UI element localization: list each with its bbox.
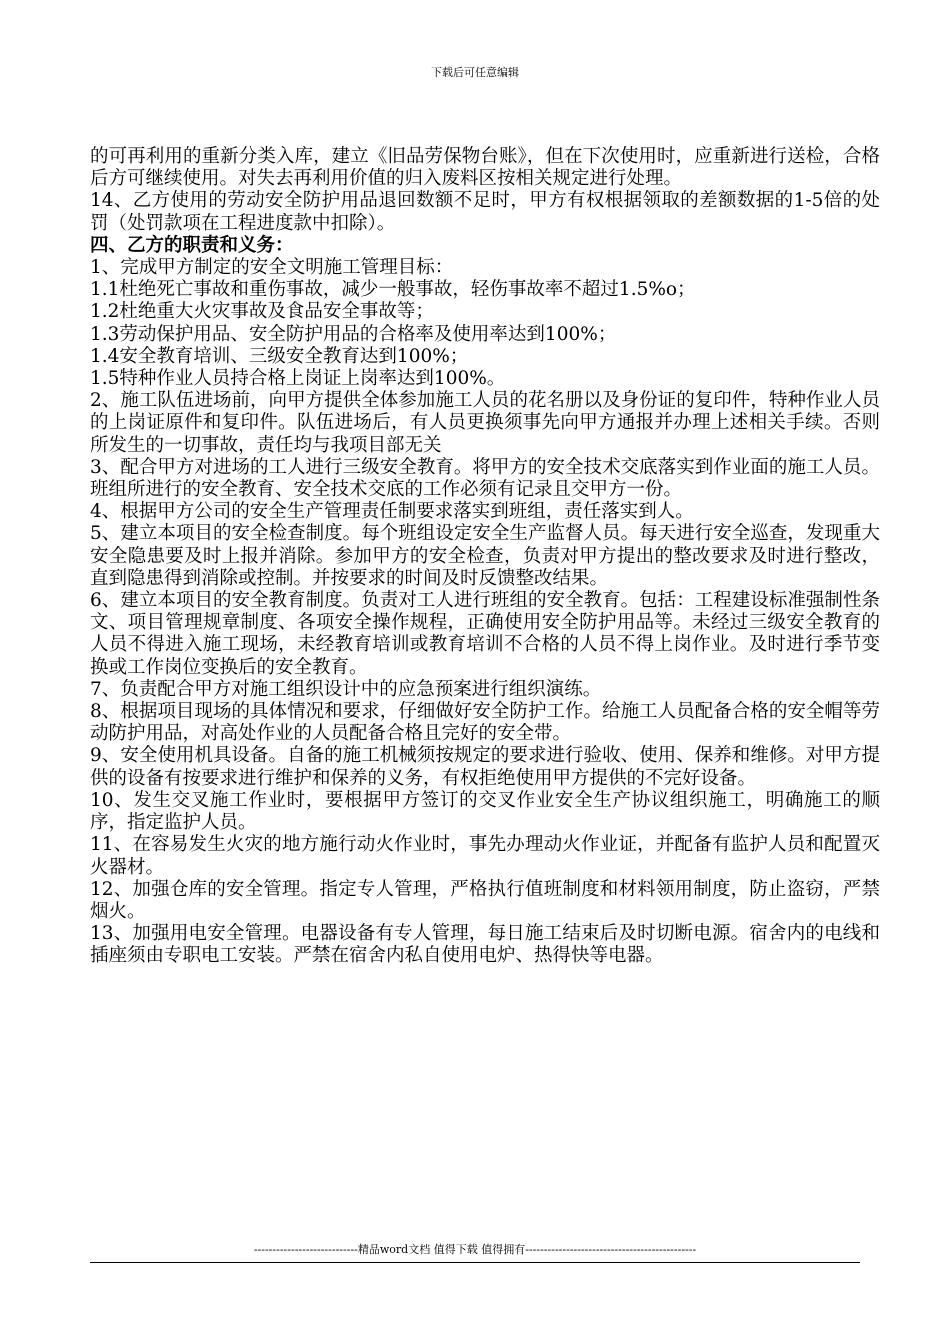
page-header-note: 下载后可任意编辑 (431, 66, 519, 79)
body-paragraph: 1.5特种作业人员持合格上岗证上岗率达到100%。 (90, 368, 506, 390)
body-paragraph: 8、根据项目现场的具体情况和要求，仔细做好安全防护工作。给施工人员配备合格的安全帽等劳动防护用品，对高处作业的人员配备合格且完好的安全带。 (90, 701, 880, 745)
body-paragraph: 7、负责配合甲方对施工组织设计中的应急预案进行组织演练。 (90, 678, 602, 700)
body-paragraph: 10、发生交叉施工作业时，要根据甲方签订的交叉作业安全生产协议组织施工，明确施工的顺序，指定监护人员。 (90, 789, 880, 834)
body-paragraph: 的可再利用的重新分类入库，建立《旧品劳保物台账》，但在下次使用时，应重新进行送检，合格后方可继续使用。对失去再利用价值的归入废料区按相关规定进行处理。 (90, 146, 880, 190)
body-paragraph: 1、完成甲方制定的安全文明施工管理目标： (90, 257, 454, 279)
body-paragraph: 5、建立本项目的安全检查制度。每个班组设定安全生产监督人员。每天进行安全巡查，发现重大安全隐患要及时上报并消除。参加甲方的安全检查，负责对甲方提出的整改要求及时进行整改，直到隐患得到消除或控制。并按要求的时间及时反馈整改结果。 (90, 523, 880, 589)
body-paragraph: 4、根据甲方公司的安全生产管理责任制要求落实到班组，责任落实到人。 (90, 501, 694, 523)
document-body (90, 146, 880, 968)
page-footer-note: ----------------------------精品word文档 值得下载 值得拥有---------------------------------------------- (253, 1243, 697, 1256)
body-paragraph: 6、建立本项目的安全教育制度。负责对工人进行班组的安全教育。包括：工程建设标准强制性条文、项目管理规章制度、各项安全操作规程，正确使用安全防护用品等。未经过三级安全教育的人员不得进入施工现场，未经教育培训或教育培训不合格的人员不得上岗作业。及时进行季节变换或工作岗位变换后的安全教育。 (90, 590, 880, 678)
body-paragraph: 13、加强用电安全管理。电器设备有专人管理，每日施工结束后及时切断电源。宿舍内的电线和插座须由专职电工安装。严禁在宿舍内私自使用电炉、热得快等电器。 (90, 923, 880, 967)
body-paragraph: 1.3劳动保护用品、安全防护用品的合格率及使用率达到100%； (90, 323, 617, 345)
body-paragraph: 1.1杜绝死亡事故和重伤事故，减少一般事故，轻伤事故率不超过1.5%o； (90, 279, 696, 301)
body-paragraph: 2、施工队伍进场前，向甲方提供全体参加施工人员的花名册以及身份证的复印件，特种作业人员的上岗证原件和复印件。队伍进场后，有人员更换须事先向甲方通报并办理上述相关手续。否则所发生的一切事故，责任均与我项目部无关 (90, 390, 880, 456)
body-paragraph: 1.4安全教育培训、三级安全教育达到100%； (90, 345, 469, 367)
body-paragraph: 11、在容易发生火灾的地方施行动火作业时，事先办理动火作业证，并配备有监护人员和配置灭火器材。 (90, 834, 880, 878)
body-paragraph: 14、乙方使用的劳动安全防护用品退回数额不足时，甲方有权根据领取的差额数据的1-5倍的处罚（处罚款项在工程进度款中扣除）。 (90, 190, 880, 234)
body-paragraph: 3、配合甲方对进场的工人进行三级安全教育。将甲方的安全技术交底落实到作业面的施工人员。班组所进行的安全教育、安全技术交底的工作必须有记录且交甲方一份。 (90, 456, 880, 501)
section-heading: 四、乙方的职责和义务： (90, 234, 294, 256)
body-paragraph: 9、安全使用机具设备。自备的施工机械须按规定的要求进行验收、使用、保养和维修。对甲方提供的设备有按要求进行维护和保养的义务，有权拒绝使用甲方提供的不完好设备。 (90, 745, 880, 789)
body-paragraph: 12、加强仓库的安全管理。指定专人管理，严格执行值班制度和材料领用制度，防止盗窃，严禁烟火。 (90, 878, 880, 922)
footer-divider (90, 1262, 860, 1263)
body-paragraph: 1.2杜绝重大火灾事故及食品安全事故等； (90, 301, 434, 323)
